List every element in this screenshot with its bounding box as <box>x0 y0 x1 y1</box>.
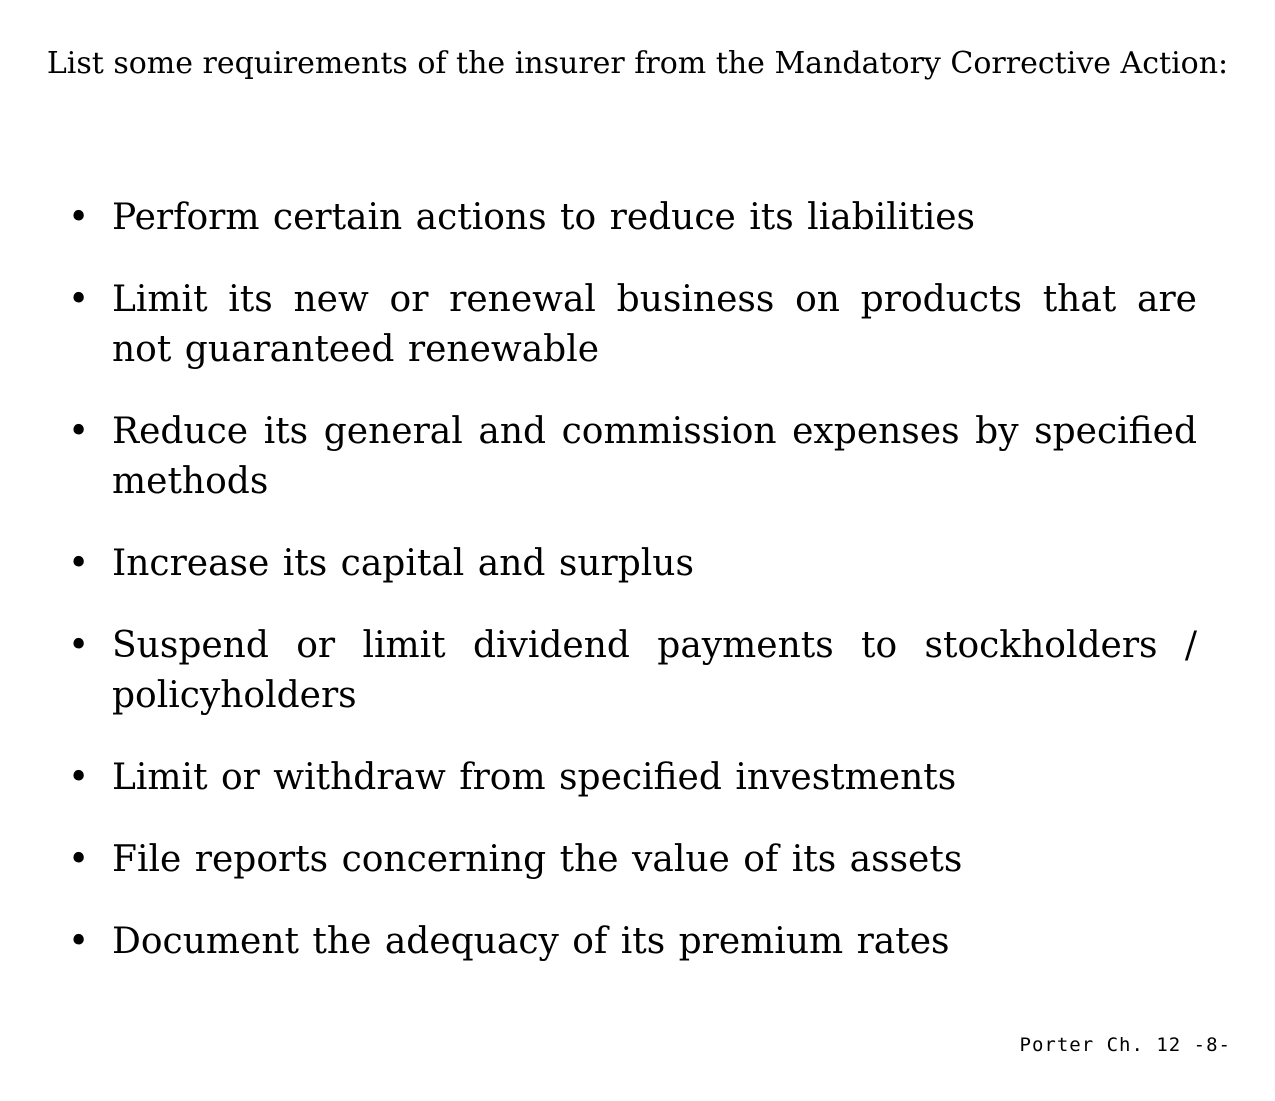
bullet-icon: • <box>68 757 90 798</box>
list-item-text: Limit its new or renewal business on products that are not guaranteed renewable <box>112 279 1197 370</box>
list-item <box>0 275 1275 375</box>
list-item <box>0 621 1275 721</box>
bullet-icon: • <box>68 411 90 452</box>
bullet-icon: • <box>68 197 90 238</box>
list-item-text: Document the adequacy of its premium rates <box>112 921 950 962</box>
list-item <box>0 917 1275 967</box>
list-item-text: Increase its capital and surplus <box>112 543 694 584</box>
list-item <box>0 835 1275 885</box>
list-item <box>0 407 1275 507</box>
list-item <box>0 539 1275 589</box>
list-item-text: File reports concerning the value of its assets <box>112 839 963 880</box>
bullet-icon: • <box>68 839 90 880</box>
requirements-list <box>0 193 1275 999</box>
list-item-text: Reduce its general and commission expenses by specified methods <box>112 411 1197 502</box>
question-heading: List some requirements of the insurer from the Mandatory Corrective Action: <box>46 46 1229 81</box>
bullet-icon: • <box>68 279 90 320</box>
list-item-text: Perform certain actions to reduce its liabilities <box>112 197 976 238</box>
list-item-text: Limit or withdraw from specified investments <box>112 757 957 798</box>
bullet-icon: • <box>68 625 90 666</box>
bullet-icon: • <box>68 543 90 584</box>
list-item-text: Suspend or limit dividend payments to stockholders / policyholders <box>112 625 1197 716</box>
list-item <box>0 753 1275 803</box>
page-footer: Porter Ch. 12 -8- <box>1019 1034 1231 1056</box>
list-item <box>0 193 1275 243</box>
bullet-icon: • <box>68 921 90 962</box>
